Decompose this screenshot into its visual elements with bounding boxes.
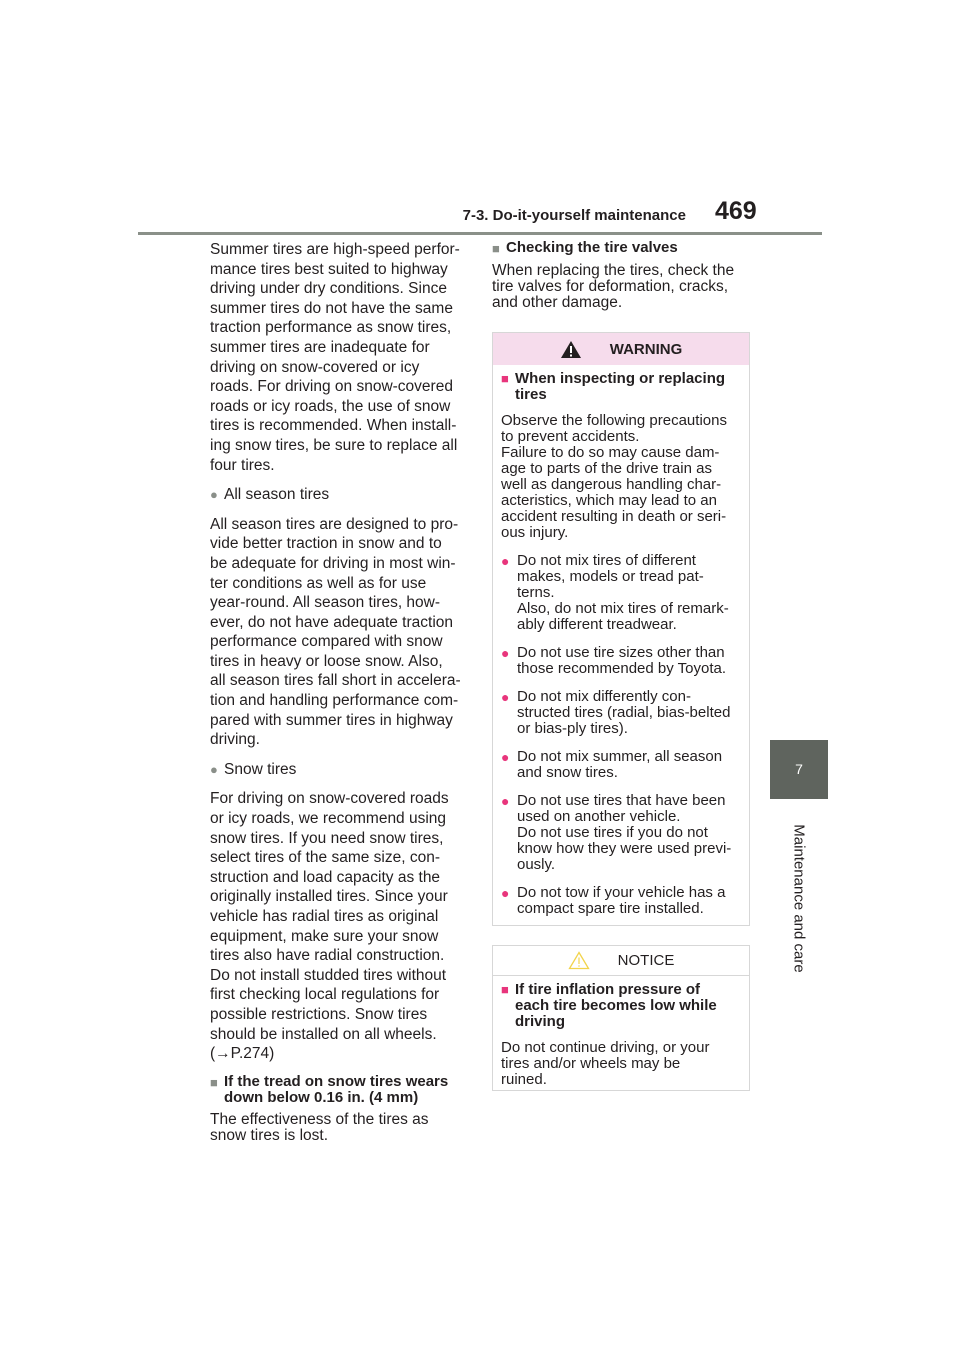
text-line: and other damage. — [492, 294, 623, 311]
text-line: pared with summer tires in highway — [210, 711, 453, 729]
circle-bullet-icon: ● — [501, 645, 510, 661]
text-line: tion and handling performance com- — [210, 692, 459, 710]
notice-body — [493, 976, 749, 1088]
text-line: traction performance as snow tires, — [210, 319, 452, 337]
notice-paragraph — [501, 1040, 741, 1088]
snow-tires-paragraph — [210, 789, 472, 1063]
text-line: summer tires are inadequate for — [210, 338, 430, 356]
warning-bullet-item — [501, 749, 741, 781]
notice-title: NOTICE — [617, 952, 675, 969]
text-line: Do not tow if your vehicle has a — [517, 884, 726, 901]
text-line: Do not use tires that have been — [517, 792, 726, 809]
text-line: vide better traction in snow and to — [210, 535, 442, 553]
text-line: originally installed tires. Since your — [210, 888, 448, 906]
text-line: acteristics, which may lead to an — [501, 492, 717, 509]
square-marker-icon: ■ — [210, 1074, 218, 1090]
text-line: When replacing the tires, check the — [492, 262, 735, 279]
text-line: Do not install studded tires without — [210, 966, 447, 984]
notice-header — [493, 946, 749, 976]
warning-bullet-item — [501, 793, 741, 873]
text-line: Summer tires are high-speed perfor- — [210, 241, 460, 258]
warning-title: WARNING — [609, 340, 683, 358]
text-line: year-round. All season tires, how- — [210, 594, 441, 612]
text-line: performance compared with snow — [210, 633, 443, 651]
all-season-heading — [210, 485, 472, 505]
text-line: first checking local regulations for — [210, 986, 440, 1004]
all-season-heading-text: All season tires — [224, 486, 330, 504]
tread-heading — [210, 1074, 472, 1106]
text-line: tires — [515, 386, 547, 403]
warning-bullet-item — [501, 689, 741, 737]
warning-triangle-icon — [560, 340, 582, 359]
circle-bullet-icon: ● — [501, 793, 510, 809]
valves-heading — [492, 240, 750, 257]
text-line: driving on snow-covered or icy — [210, 358, 420, 376]
page-reference-link[interactable]: (→P.274) — [210, 1045, 275, 1063]
text-line: Do not mix summer, all season — [517, 748, 723, 765]
text-line: The effectiveness of the tires as — [210, 1110, 429, 1128]
valves-heading-text: Checking the tire valves — [506, 239, 678, 256]
notice-triangle-icon — [568, 951, 590, 970]
text-line: used on another vehicle. — [517, 808, 681, 825]
text-line: Failure to do so may cause dam- — [501, 444, 720, 461]
square-marker-icon: ■ — [501, 982, 509, 997]
warning-header — [493, 333, 749, 365]
notice-heading — [501, 982, 741, 1030]
text-line: When inspecting or replacing — [515, 370, 726, 387]
snow-heading-text: Snow tires — [224, 760, 297, 778]
text-line: ever, do not have adequate traction — [210, 613, 454, 631]
text-line: Do not use tires if you do not — [517, 824, 708, 841]
left-column — [210, 240, 472, 1144]
text-line: Do not continue driving, or your — [501, 1039, 710, 1056]
text-line: mance tires best suited to highway — [210, 260, 448, 278]
text-line: ous injury. — [501, 524, 569, 541]
text-line: accident resulting in death or seri- — [501, 508, 727, 525]
text-line: each tire becomes low while — [515, 997, 717, 1014]
warning-bullet-item — [501, 553, 741, 633]
all-season-paragraph — [210, 515, 472, 750]
text-line: Observe the following precautions — [501, 412, 727, 429]
text-line: snow tires. If you need snow tires, — [210, 829, 444, 847]
square-marker-icon: ■ — [492, 241, 500, 256]
header-rule — [138, 232, 822, 235]
circle-bullet-icon: ● — [501, 689, 510, 705]
chapter-title: Maintenance and care — [790, 823, 808, 973]
text-line: well as dangerous handling char- — [501, 476, 722, 493]
text-line: or bias-ply tires). — [517, 720, 628, 737]
chapter-label — [764, 808, 834, 988]
warning-bullet-item — [501, 645, 741, 677]
text-line: roads or icy roads, the use of snow — [210, 397, 451, 415]
square-marker-icon: ■ — [501, 371, 509, 386]
valves-paragraph — [492, 263, 750, 311]
tread-paragraph — [210, 1112, 472, 1144]
text-line: and snow tires. — [517, 764, 618, 781]
text-line: ing snow tires, be sure to replace all — [210, 436, 458, 454]
warning-bullet-item — [501, 885, 741, 917]
circle-bullet-icon: ● — [501, 553, 510, 569]
text-line: struction and load capacity as the — [210, 868, 441, 886]
warning-intro — [501, 413, 741, 541]
text-line: Do not mix tires of different — [517, 552, 696, 569]
circle-bullet-icon: ● — [210, 761, 218, 777]
text-line: Do not use tire sizes other than — [517, 644, 725, 661]
text-line: snow tires is lost. — [210, 1126, 329, 1144]
text-line: roads. For driving on snow-covered — [210, 378, 453, 396]
text-line: summer tires do not have the same — [210, 299, 453, 317]
text-line: tires and/or wheels may be — [501, 1055, 681, 1072]
chapter-tab: 7 — [770, 740, 828, 799]
text-line: For driving on snow-covered roads — [210, 790, 449, 808]
section-title: 7-3. Do-it-yourself maintenance — [462, 207, 686, 224]
text-line: driving. — [210, 731, 260, 749]
text-line: age to parts of the drive train as — [501, 460, 712, 477]
text-line: all season tires fall short in accelera- — [210, 672, 461, 690]
text-line: tire valves for deformation, cracks, — [492, 278, 729, 295]
text-line: All season tires are designed to pro- — [210, 515, 459, 533]
text-line: should be installed on all wheels. — [210, 1025, 437, 1043]
text-line: makes, models or tread pat- — [517, 568, 704, 585]
notice-heading-text — [515, 982, 717, 1030]
text-line: be adequate for driving in most win- — [210, 554, 456, 572]
text-line: tires in heavy or loose snow. Also, — [210, 652, 443, 670]
circle-bullet-icon: ● — [501, 749, 510, 765]
tread-heading-text — [224, 1074, 448, 1106]
text-line: Also, do not mix tires of remark- — [517, 600, 729, 617]
warning-heading — [501, 371, 741, 403]
text-line: tires is recommended. When install- — [210, 417, 457, 435]
circle-bullet-icon: ● — [210, 487, 218, 503]
text-line: or icy roads, we recommend using — [210, 810, 447, 828]
warning-box — [492, 332, 750, 926]
text-line: vehicle has radial tires as original — [210, 908, 439, 925]
text-line: to prevent accidents. — [501, 428, 640, 445]
text-line: ably different treadwear. — [517, 616, 677, 633]
text-line: ter conditions as well as for use — [210, 574, 427, 592]
text-line: down below 0.16 in. (4 mm) — [224, 1088, 419, 1106]
text-line: select tires of the same size, con- — [210, 849, 441, 867]
text-line: four tires. — [210, 456, 275, 474]
text-line: Do not mix differently con- — [517, 688, 691, 705]
text-line: ously. — [517, 856, 556, 873]
warning-heading-text — [515, 371, 725, 403]
text-line: equipment, make sure your snow — [210, 927, 439, 945]
text-line: know how they were used previ- — [517, 840, 732, 857]
right-column — [492, 240, 750, 311]
text-line: compact spare tire installed. — [517, 900, 704, 917]
text-line: If the tread on snow tires wears — [224, 1072, 449, 1090]
text-line: If tire inflation pressure of — [515, 981, 701, 998]
text-line: ruined. — [501, 1071, 547, 1088]
text-line: tires also have radial construction. — [210, 947, 445, 965]
text-line: possible restrictions. Snow tires — [210, 1005, 428, 1023]
text-line: structed tires (radial, bias-belted — [517, 704, 731, 721]
circle-bullet-icon: ● — [501, 885, 510, 901]
text-line: driving — [515, 1013, 566, 1030]
text-line: driving under dry conditions. Since — [210, 280, 447, 298]
notice-box — [492, 945, 750, 1091]
text-line: terns. — [517, 584, 555, 601]
snow-tires-heading — [210, 760, 472, 780]
text-line: those recommended by Toyota. — [517, 660, 727, 677]
warning-body — [493, 365, 749, 917]
summer-tires-paragraph — [210, 240, 472, 475]
page-number: 469 — [715, 197, 757, 225]
